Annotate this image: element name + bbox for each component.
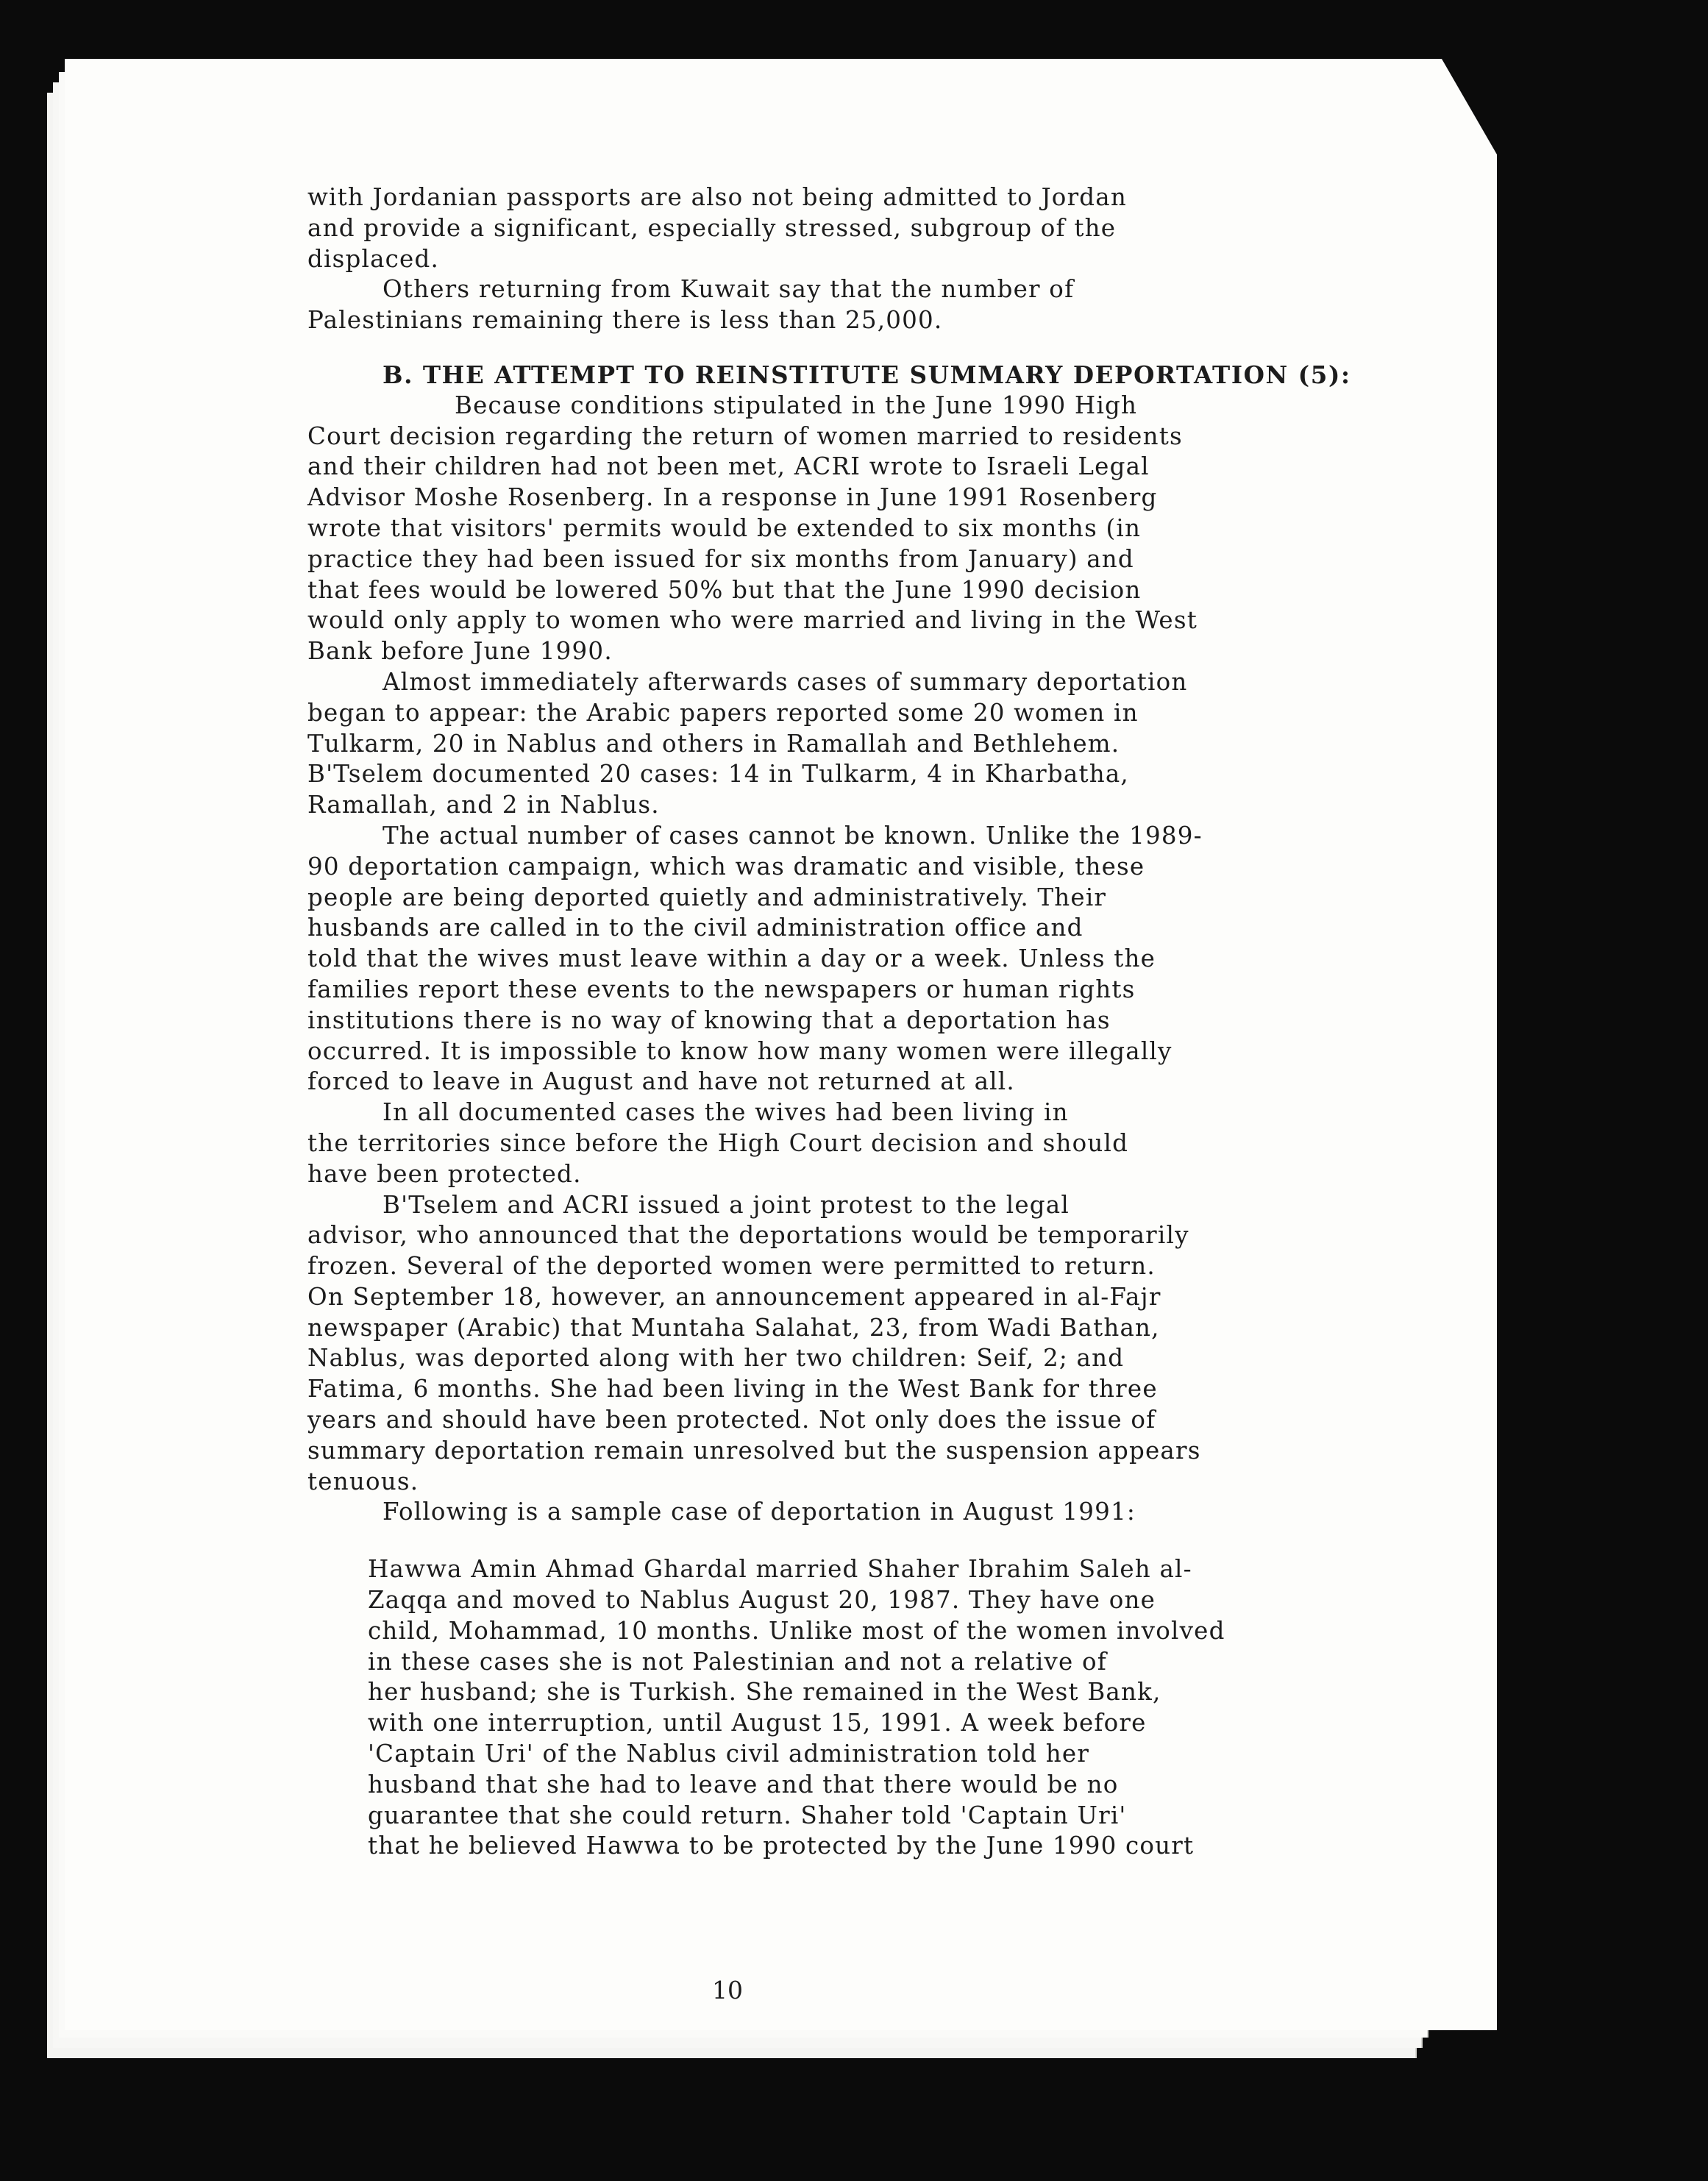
paragraph [307, 182, 1403, 274]
text-line: years and should have been protected. Not only does the issue of [307, 1406, 1156, 1434]
text-line: frozen. Several of the deported women were permitted to return. [307, 1252, 1156, 1281]
text-line: and their children had not been met, ACRI wrote to Israeli Legal [307, 452, 1150, 481]
paragraph [307, 391, 1403, 667]
page-number: 10 [712, 1976, 743, 2004]
text-line: that fees would be lowered 50% but that the June 1990 decision [307, 575, 1142, 604]
text-line: 90 deportation campaign, which was dramatic and visible, these [307, 852, 1145, 880]
text-line: 'Captain Uri' of the Nablus civil administration told her [368, 1740, 1090, 1768]
text-line: Others returning from Kuwait say that the number of [382, 275, 1075, 304]
text-line: would only apply to women who were married and living in the West [307, 606, 1198, 635]
text-line: husband that she had to leave and that there would be no [368, 1770, 1119, 1798]
text-line: in these cases she is not Palestinian and not a relative of [368, 1647, 1107, 1676]
text-line: Because conditions stipulated in the June 1990 High [455, 391, 1138, 419]
text-line: Bank before June 1990. [307, 637, 613, 666]
text-line: and provide a significant, especially stressed, subgroup of the [307, 213, 1117, 242]
paragraph [307, 667, 1403, 821]
text-line: families report these events to the newspapers or human rights [307, 975, 1136, 1003]
text-line: have been protected. [307, 1159, 582, 1188]
text-line: child, Mohammad, 10 months. Unlike most of the women involved [368, 1616, 1225, 1645]
text-line: husbands are called in to the civil administration office and [307, 914, 1083, 942]
text-line: newspaper (Arabic) that Muntaha Salahat, 23, from Wadi Bathan, [307, 1313, 1160, 1342]
section-heading: B. THE ATTEMPT TO REINSTITUTE SUMMARY DEPORTATION (5): [382, 360, 1351, 389]
paragraph [307, 1497, 1403, 1528]
text-line: told that the wives must leave within a day or a week. Unless the [307, 944, 1156, 973]
paragraph [307, 274, 1403, 336]
text-line: Palestinians remaining there is less than 25,000. [307, 306, 943, 335]
text-line: In all documented cases the wives had been living in [382, 1098, 1069, 1127]
text-line: practice they had been issued for six months from January) and [307, 544, 1134, 573]
text-line: occurred. It is impossible to know how many women were illegally [307, 1036, 1173, 1065]
text-line: advisor, who announced that the deportations would be temporarily [307, 1221, 1189, 1250]
text-line: with Jordanian passports are also not being admitted to Jordan [307, 183, 1128, 211]
text-line: began to appear: the Arabic papers reported some 20 women in [307, 698, 1139, 727]
paragraph [307, 821, 1403, 1097]
text-line: Following is a sample case of deportation in August 1991: [382, 1498, 1136, 1526]
text-line: summary deportation remain unresolved but the suspension appears [307, 1436, 1201, 1465]
text-line: Tulkarm, 20 in Nablus and others in Ramallah and Bethlehem. [307, 729, 1120, 758]
text-line: her husband; she is Turkish. She remained in the West Bank, [368, 1678, 1161, 1707]
text-line: The actual number of cases cannot be known. Unlike the 1989- [382, 821, 1203, 850]
text-line: guarantee that she could return. Shaher told 'Captain Uri' [368, 1801, 1127, 1829]
text-line: B'Tselem documented 20 cases: 14 in Tulkarm, 4 in Kharbatha, [307, 760, 1129, 789]
text-line: institutions there is no way of knowing that a deportation has [307, 1006, 1111, 1034]
text-line: the territories since before the High Court decision and should [307, 1128, 1129, 1157]
text-line: wrote that visitors' permits would be extended to six months (in [307, 513, 1142, 542]
text-line: displaced. [307, 244, 440, 273]
document-body [307, 182, 1403, 1862]
paragraph [307, 1097, 1403, 1189]
text-line: Court decision regarding the return of women married to residents [307, 421, 1183, 450]
text-line: Nablus, was deported along with her two children: Seif, 2; and [307, 1344, 1125, 1373]
text-line: people are being deported quietly and administratively. Their [307, 883, 1107, 911]
paragraph [307, 1190, 1403, 1498]
text-line: On September 18, however, an announcement appeared in al-Fajr [307, 1282, 1161, 1311]
text-line: Zaqqa and moved to Nablus August 20, 1987. They have one [368, 1586, 1156, 1615]
text-line: with one interruption, until August 15, 1991. A week before [368, 1709, 1147, 1737]
text-line: Almost immediately afterwards cases of summary deportation [382, 667, 1188, 696]
case-quote-block [307, 1554, 1403, 1862]
text-line: Ramallah, and 2 in Nablus. [307, 791, 660, 819]
text-line: forced to leave in August and have not returned at all. [307, 1067, 1015, 1096]
text-line: tenuous. [307, 1467, 419, 1495]
text-line: B'Tselem and ACRI issued a joint protest to the legal [382, 1190, 1070, 1219]
text-line: Hawwa Amin Ahmad Ghardal married Shaher Ibrahim Saleh al- [368, 1555, 1192, 1584]
text-line: Advisor Moshe Rosenberg. In a response in June 1991 Rosenberg [307, 483, 1158, 512]
text-line: that he believed Hawwa to be protected by the June 1990 court [368, 1832, 1195, 1860]
text-line: Fatima, 6 months. She had been living in the West Bank for three [307, 1375, 1158, 1403]
